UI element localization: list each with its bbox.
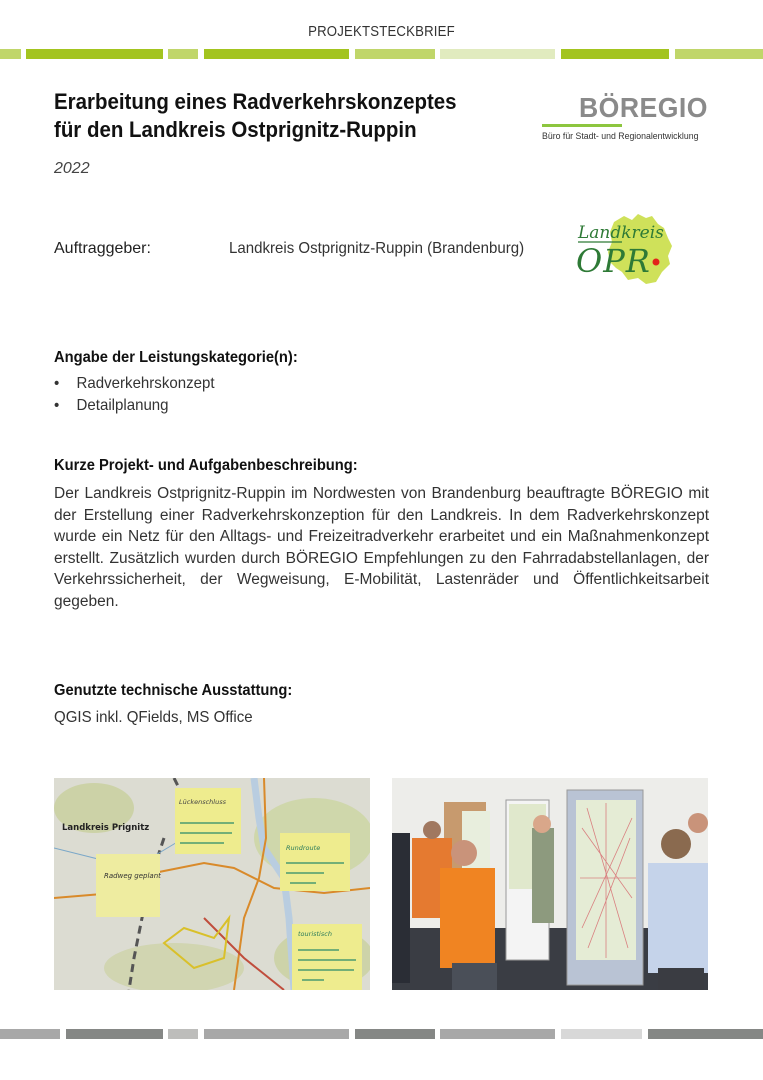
header-bar-segment <box>204 49 349 59</box>
landkreis-logo-text: Landkreis <box>578 223 664 243</box>
boregio-logo-accent-line <box>542 124 622 127</box>
footer-bar-segment <box>440 1029 555 1039</box>
project-title-line-2: für den Landkreis Ostprignitz-Ruppin <box>54 117 417 142</box>
map-photo-graphic <box>54 778 370 990</box>
category-label: Detailplanung <box>76 397 169 414</box>
footer-bar-segment <box>204 1029 349 1039</box>
footer-bar-segment <box>0 1029 60 1039</box>
photo-map-with-notes <box>54 778 370 990</box>
sticky-note-text: Radweg geplant <box>104 872 161 880</box>
header-bar-segment <box>0 49 21 59</box>
photo-workshop-participants <box>392 778 708 990</box>
client-value: Landkreis Ostprignitz-Ruppin (Brandenburg) <box>229 240 525 257</box>
opr-logo-text: OPR <box>576 242 651 280</box>
footer-bar-segment <box>648 1029 763 1039</box>
footer-bar-segment <box>168 1029 198 1039</box>
description-text: Der Landkreis Ostprignitz-Ruppin im Nordwesten von Brandenburg beauftragte BÖREGIO mit der Erstellung einer Radverkehrskonzeption für den Landkreis. In dem Radverkehrskonzept wurde ein Netz für den Alltags- und Freizeitradverkehr erarbeitet und ein Maßnahmenkonzept erstellt. Zusätzlich wurden durch BÖREGIO Empfehlungen zu den Fahrradabstellanlagen, der Verkehrssicherheit, der Wegweisung, E-Mobilität, Lastenräder und Öffentlichkeitsarbeit gegeben. <box>54 485 709 610</box>
header-bar-segment <box>440 49 555 59</box>
opr-logo-red-dot <box>653 259 660 266</box>
boregio-logo-tagline: Büro für Stadt- und Regionalentwicklung <box>542 131 699 142</box>
map-label: Landkreis Prignitz <box>62 823 150 833</box>
sticky-note-text: Rundroute <box>286 844 321 852</box>
description-heading: Kurze Projekt- und Aufgabenbeschreibung: <box>54 457 358 474</box>
sticky-note-text: touristisch <box>298 930 332 938</box>
header-bar-segment <box>561 49 669 59</box>
header-bar-segment <box>168 49 198 59</box>
landkreis-opr-logo <box>572 212 676 286</box>
footer-bar-segment <box>561 1029 642 1039</box>
footer-bar-segment <box>66 1029 163 1039</box>
client-label: Auftraggeber: <box>54 240 151 257</box>
footer-bar-segment <box>355 1029 435 1039</box>
equipment-heading: Genutzte technische Ausstattung: <box>54 682 293 699</box>
bullet-icon: • <box>54 397 60 414</box>
landkreis-opr-logo-graphic <box>572 212 676 286</box>
category-item <box>54 395 215 417</box>
sticky-note <box>280 833 350 891</box>
sticky-note-text: Lückenschluss <box>179 798 226 806</box>
project-title-line-1: Erarbeitung eines Radverkehrskonzeptes <box>54 89 457 114</box>
categories-heading: Angabe der Leistungskategorie(n): <box>54 349 298 366</box>
document-type-heading: PROJEKTSTECKBRIEF <box>308 23 455 40</box>
categories-list <box>54 373 225 417</box>
boregio-logo-name: BÖREGIO <box>579 92 708 123</box>
header-bar-segment <box>26 49 163 59</box>
project-title <box>54 88 457 144</box>
category-item <box>54 373 215 395</box>
header-bar-segment <box>355 49 435 59</box>
header-bar-segment <box>675 49 763 59</box>
sticky-note <box>96 854 160 917</box>
category-label: Radverkehrskonzept <box>76 375 215 392</box>
project-year: 2022 <box>54 160 90 177</box>
equipment-value: QGIS inkl. QFields, MS Office <box>54 709 253 726</box>
workshop-photo-graphic <box>392 778 708 990</box>
bullet-icon: • <box>54 375 60 392</box>
